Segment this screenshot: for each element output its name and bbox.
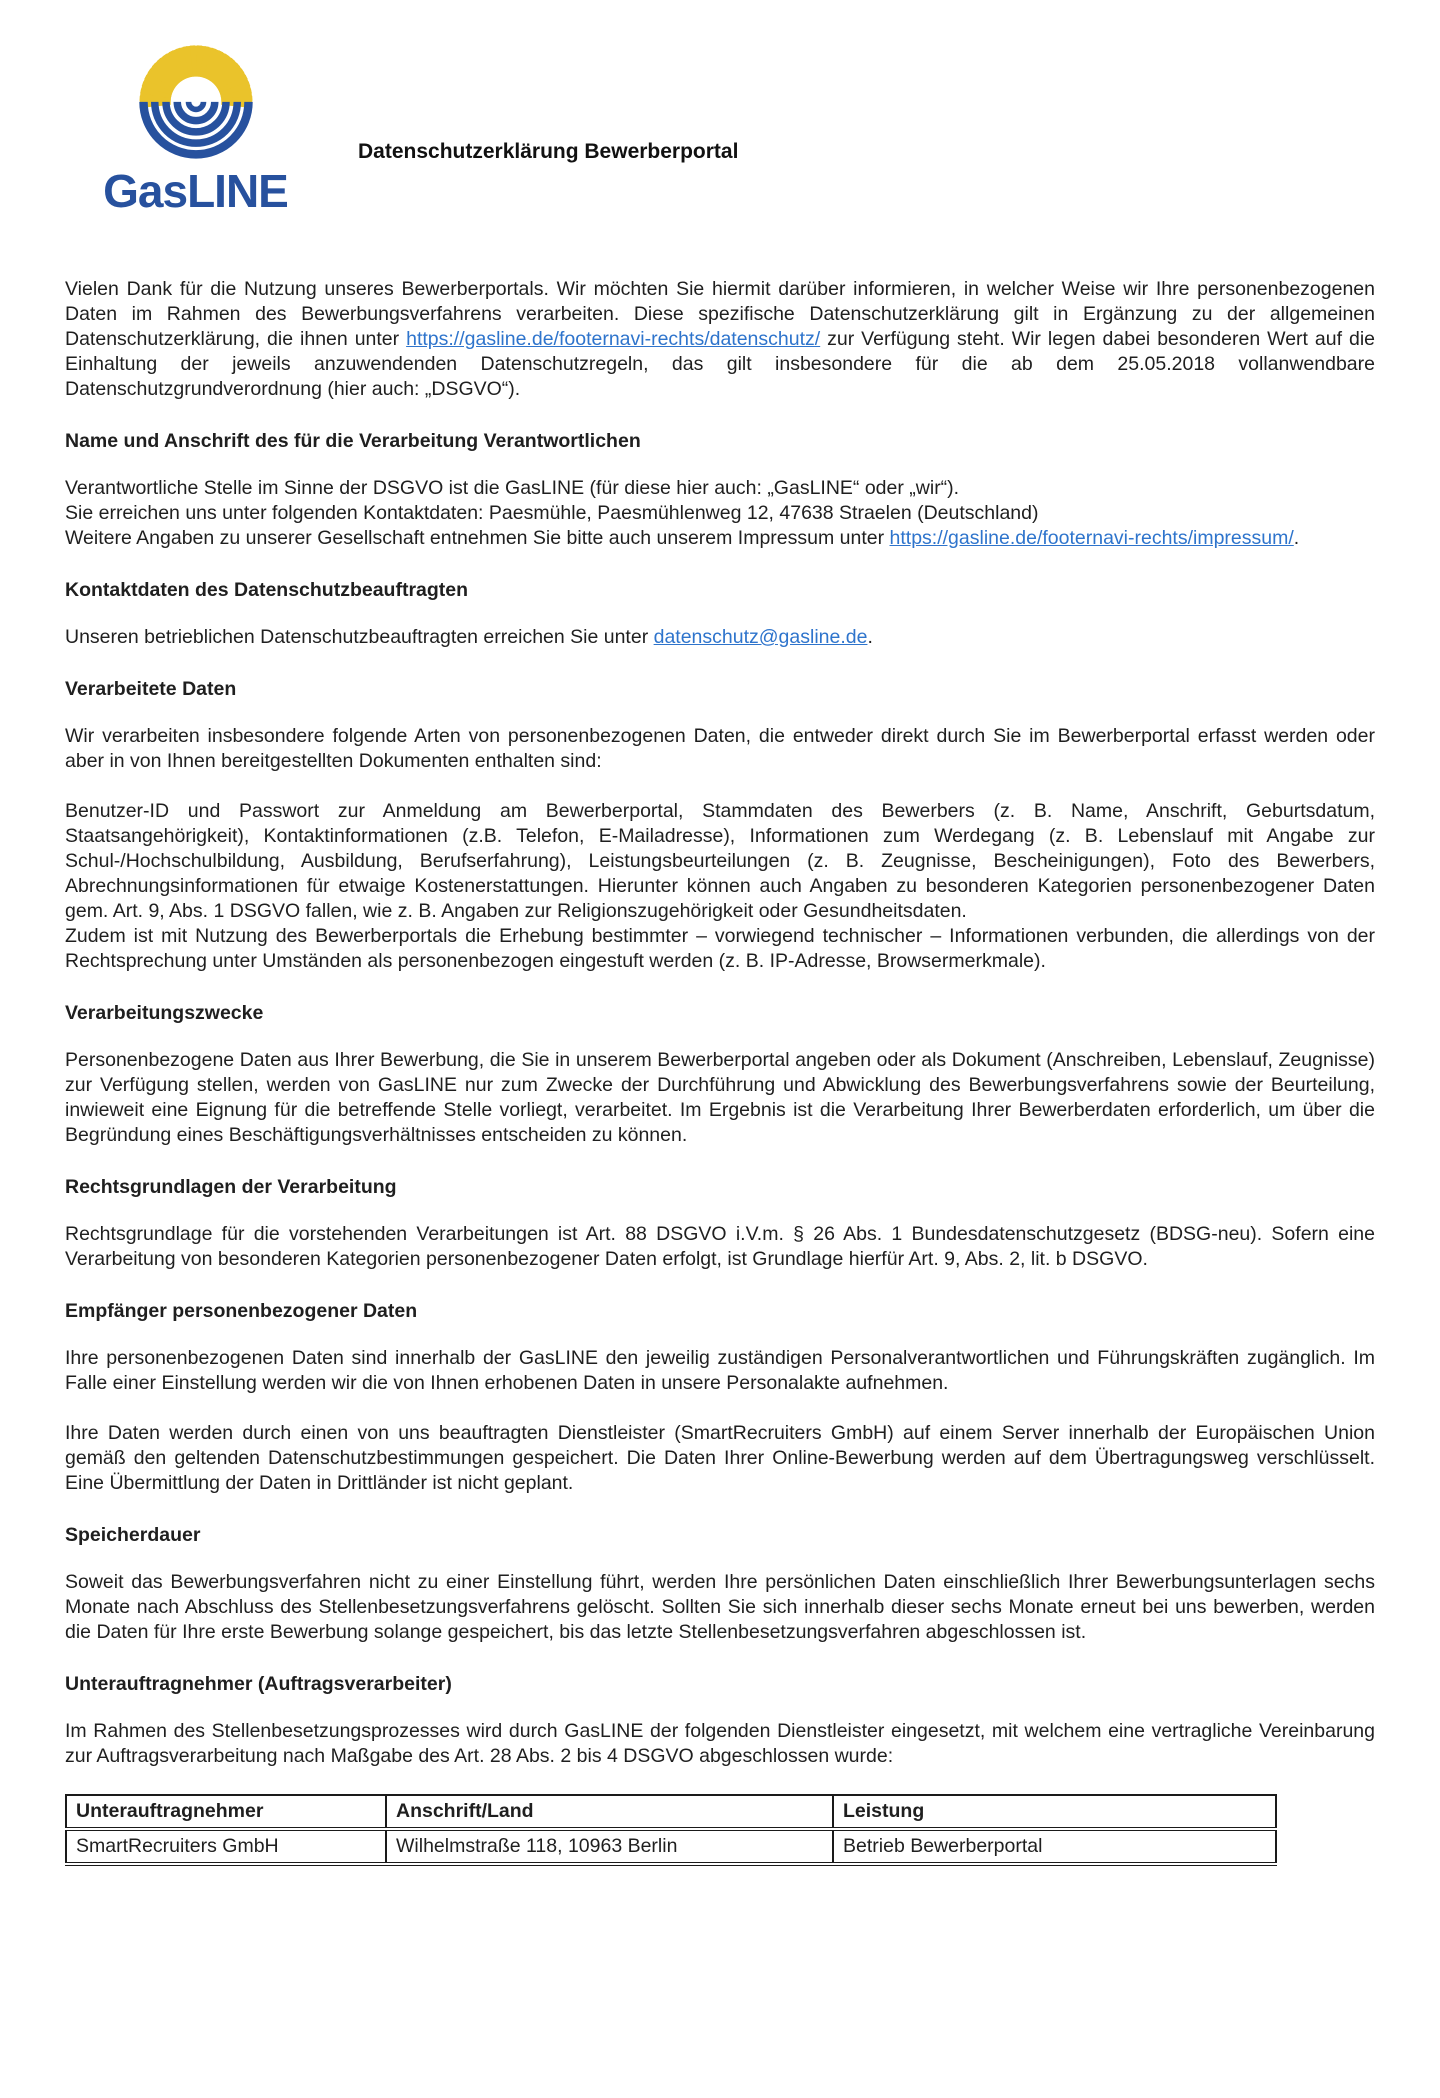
controller-line3-end: . <box>1293 527 1300 549</box>
heading-dpo: Kontaktdaten des Datenschutzbeauftragten <box>65 579 469 601</box>
heading-retention: Speicherdauer <box>65 1524 201 1546</box>
retention-paragraph: Soweit das Bewerbungsverfahren nicht zu einer Einstellung führt, werden Ihre persönlichen Daten einschließlich Ihrer Bewerbungsunterlagen sechs Monate nach Abschluss des Stellenbesetzungsverfahrens gelöscht. Sollten Sie sich innerhalb dieser sechs Monate erneut bei uns bewerben, werden die Daten für Ihre erste Bewerbung solange gespeichert, bis das letzte Stellenbesetzungsverfahren abgeschlossen ist. <box>65 1571 1375 1643</box>
controller-line1: Verantwortliche Stelle im Sinne der DSGVO ist die GasLINE (für diese hier auch: „GasLINE“ oder „wir“). <box>65 477 960 499</box>
gasline-wordmark: GasLINE <box>103 165 288 217</box>
recipients-paragraph-provider: Ihre Daten werden durch einen von uns beauftragten Dienstleister (SmartRecruiters GmbH) auf einem Server innerhalb der Europäischen Union gemäß den geltenden Datenschutzbestimmungen gespeichert. Die Daten Ihrer Online-Bewerbung werden auf dem Übertragungsweg verschlüsselt. Eine Übermittlung der Daten in Drittländer ist nicht geplant. <box>65 1422 1375 1494</box>
controller-line2: Sie erreichen uns unter folgenden Kontaktdaten: Paesmühle, Paesmühlenweg 12, 47638 Straelen (Deutschland) <box>65 502 1039 524</box>
heading-subcontractors: Unterauftragnehmer (Auftragsverarbeiter) <box>65 1673 452 1695</box>
subcontractor-table <box>65 1794 1277 1866</box>
page-title: Datenschutzerklärung Bewerberportal <box>358 140 739 163</box>
document-body <box>65 277 1375 1866</box>
cell-service: Betrieb Bewerberportal <box>833 1829 1276 1864</box>
column-header-service: Leistung <box>833 1795 1276 1829</box>
impressum-url-link[interactable]: https://gasline.de/footernavi-rechts/impressum/ <box>889 527 1294 549</box>
cell-subcontractor: SmartRecruiters GmbH <box>66 1829 386 1864</box>
intro-paragraph <box>65 277 1375 402</box>
recipients-paragraph-internal: Ihre personenbezogenen Daten sind innerhalb der GasLINE den jeweilig zuständigen Personalverantwortlichen und Führungskräften zugänglich. Im Falle einer Einstellung werden wir die von Ihnen erhobenen Daten in unsere Personalakte aufnehmen. <box>65 1347 1375 1394</box>
heading-recipients: Empfänger personenbezogener Daten <box>65 1300 418 1322</box>
legal-basis-paragraph: Rechtsgrundlage für die vorstehenden Verarbeitungen ist Art. 88 DSGVO i.V.m. § 26 Abs. 1 Bundesdatenschutzgesetz (BDSG-neu). Sofern eine Verarbeitung von besonderen Kategorien personenbezogener Daten erfolgt, ist Grundlage hierfür Art. 9, Abs. 2, lit. b DSGVO. <box>65 1223 1375 1270</box>
processed-data-categories: Benutzer-ID und Passwort zur Anmeldung am Bewerberportal, Stammdaten des Bewerbers (z. B. Name, Anschrift, Geburtsdatum, Staatsangehörigkeit), Kontaktinformationen (z.B. Telefon, E-Mailadresse), Informationen zum Werdegang (z. B. Lebenslauf mit Angabe zur Schul-/Hochschulbildung, Ausbildung, Berufserfahrung), Leistungsbeurteilungen (z. B. Zeugnisse, Bescheinigungen), Foto des Bewerbers, Abrechnungsinformationen für etwaige Kostenerstattungen. Hierunter können auch Angaben zu besonderen Kategorien personenbezogener Daten gem. Art. 9, Abs. 1 DSGVO fallen, wie z. B. Angaben zur Religionszugehörigkeit oder Gesundheitsdaten. <box>65 800 1375 922</box>
cell-address: Wilhelmstraße 118, 10963 Berlin <box>386 1829 833 1864</box>
controller-paragraph <box>65 476 1375 551</box>
gasline-logo <box>88 34 303 217</box>
dpo-paragraph <box>65 625 1375 650</box>
processed-data-technical: Zudem ist mit Nutzung des Bewerberportals die Erhebung bestimmter – vorwiegend technischer – Informationen verbunden, die allerdings von der Rechtsprechung unter Umständen als personenbezogen eingestuft werden (z. B. IP-Adresse, Browsermerkmale). <box>65 925 1375 972</box>
heading-legal-basis: Rechtsgrundlagen der Verarbeitung <box>65 1176 397 1198</box>
column-header-subcontractor: Unterauftragnehmer <box>66 1795 386 1829</box>
gasline-sun-icon <box>121 34 271 166</box>
datenschutz-url-link[interactable]: https://gasline.de/footernavi-rechts/datenschutz/ <box>406 328 821 350</box>
column-header-address: Anschrift/Land <box>386 1795 833 1829</box>
purposes-paragraph: Personenbezogene Daten aus Ihrer Bewerbung, die Sie in unserem Bewerberportal angeben oder als Dokument (Anschreiben, Lebenslauf, Zeugnisse) zur Verfügung stellen, werden von GasLINE nur zum Zwecke der Durchführung und Abwicklung des Bewerbungsverfahrens sowie der Beurteilung, inwieweit eine Eignung für die betreffende Stelle vorliegt, verarbeitet. Im Ergebnis ist die Verarbeitung Ihrer Bewerberdaten erforderlich, um über die Begründung eines Beschäftigungsverhältnisses entscheiden zu können. <box>65 1049 1375 1146</box>
processed-data-intro: Wir verarbeiten insbesondere folgende Arten von personenbezogenen Daten, die entweder direkt durch Sie im Bewerberportal erfasst werden oder aber in von Ihnen bereitgestellten Dokumenten enthalten sind: <box>65 725 1375 772</box>
table-row <box>66 1829 1276 1864</box>
dpo-text-after: . <box>867 626 873 648</box>
dpo-text-before: Unseren betrieblichen Datenschutzbeauftragten erreichen Sie unter <box>65 626 654 648</box>
heading-processed-data: Verarbeitete Daten <box>65 678 237 700</box>
dpo-email-link[interactable]: datenschutz@gasline.de <box>653 626 868 648</box>
heading-purposes: Verarbeitungszwecke <box>65 1002 264 1024</box>
intro-text-after: zur Verfügung steht. Wir legen dabei besonderen Wert auf die Einhaltung der jeweils anzuwendenden Datenschutzregeln, das gilt insbesondere für die ab dem 25.05.2018 vollanwendbare Datenschutzgrundverordnung (hier auch: „DSGVO“). <box>65 328 1376 400</box>
table-header-row <box>66 1795 1276 1829</box>
subcontractors-paragraph: Im Rahmen des Stellenbesetzungsprozesses wird durch GasLINE der folgenden Dienstleister eingesetzt, mit welchem eine vertragliche Vereinbarung zur Auftragsverarbeitung nach Maßgabe des Art. 28 Abs. 2 bis 4 DSGVO abgeschlossen wurde: <box>65 1720 1375 1767</box>
controller-line3: Weitere Angaben zu unserer Gesellschaft entnehmen Sie bitte auch unserem Impressum unter <box>65 527 890 549</box>
processed-data-detail <box>65 799 1375 974</box>
heading-controller: Name und Anschrift des für die Verarbeitung Verantwortlichen <box>65 430 641 452</box>
intro-text-before: Vielen Dank für die Nutzung unseres Bewerberportals. Wir möchten Sie hiermit darüber informieren, in welcher Weise wir Ihre personenbezogenen Daten im Rahmen des Bewerbungsverfahrens verarbeiten. Diese spezifische Datenschutzerklärung gilt in Ergänzung zu der allgemeinen Datenschutzerklärung, die ihnen unter <box>65 278 1375 350</box>
